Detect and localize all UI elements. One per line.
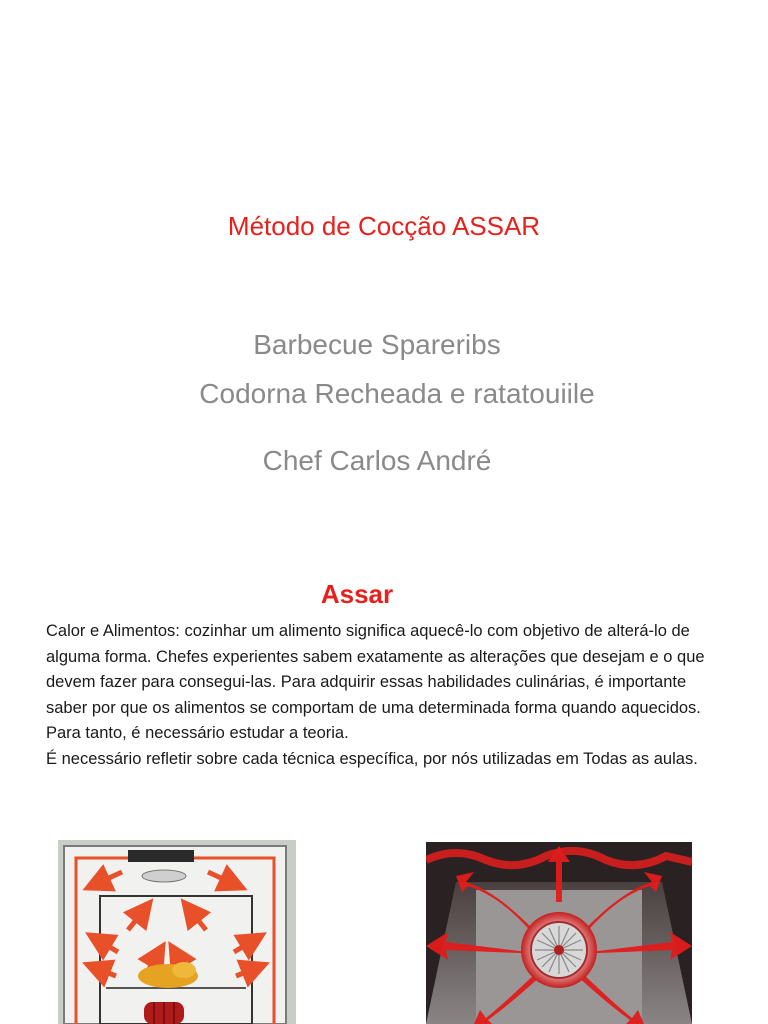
convection-fan-diagram bbox=[426, 842, 692, 1024]
oven-heat-circulation-diagram bbox=[58, 840, 296, 1024]
subtitle-codorna: Codorna Recheada e ratatouiile bbox=[199, 378, 595, 409]
body-text bbox=[46, 619, 706, 772]
paragraph: É necessário refletir sobre cada técnica específica, por nós utilizadas em Todas as aulas. bbox=[46, 749, 698, 768]
subtitle-barbecue: Barbecue Spareribs bbox=[253, 329, 501, 360]
subtitle-chef: Chef Carlos André bbox=[262, 445, 492, 476]
section-heading: Assar bbox=[320, 579, 394, 609]
slide-title: Método de Cocção ASSAR bbox=[227, 211, 541, 241]
paragraph: Calor e Alimentos: cozinhar um alimento significa aquecê-lo com objetivo de alterá-lo de alguma forma. Chefes experientes sabem exatamente as alterações que desejam e o que devem fazer para consegui-las. Para adquirir essas habilidades culinárias, é importante saber por que os alimentos se comportam de uma determinada forma quando aquecidos. Para tanto, é necessário estudar a teoria. bbox=[46, 622, 705, 742]
